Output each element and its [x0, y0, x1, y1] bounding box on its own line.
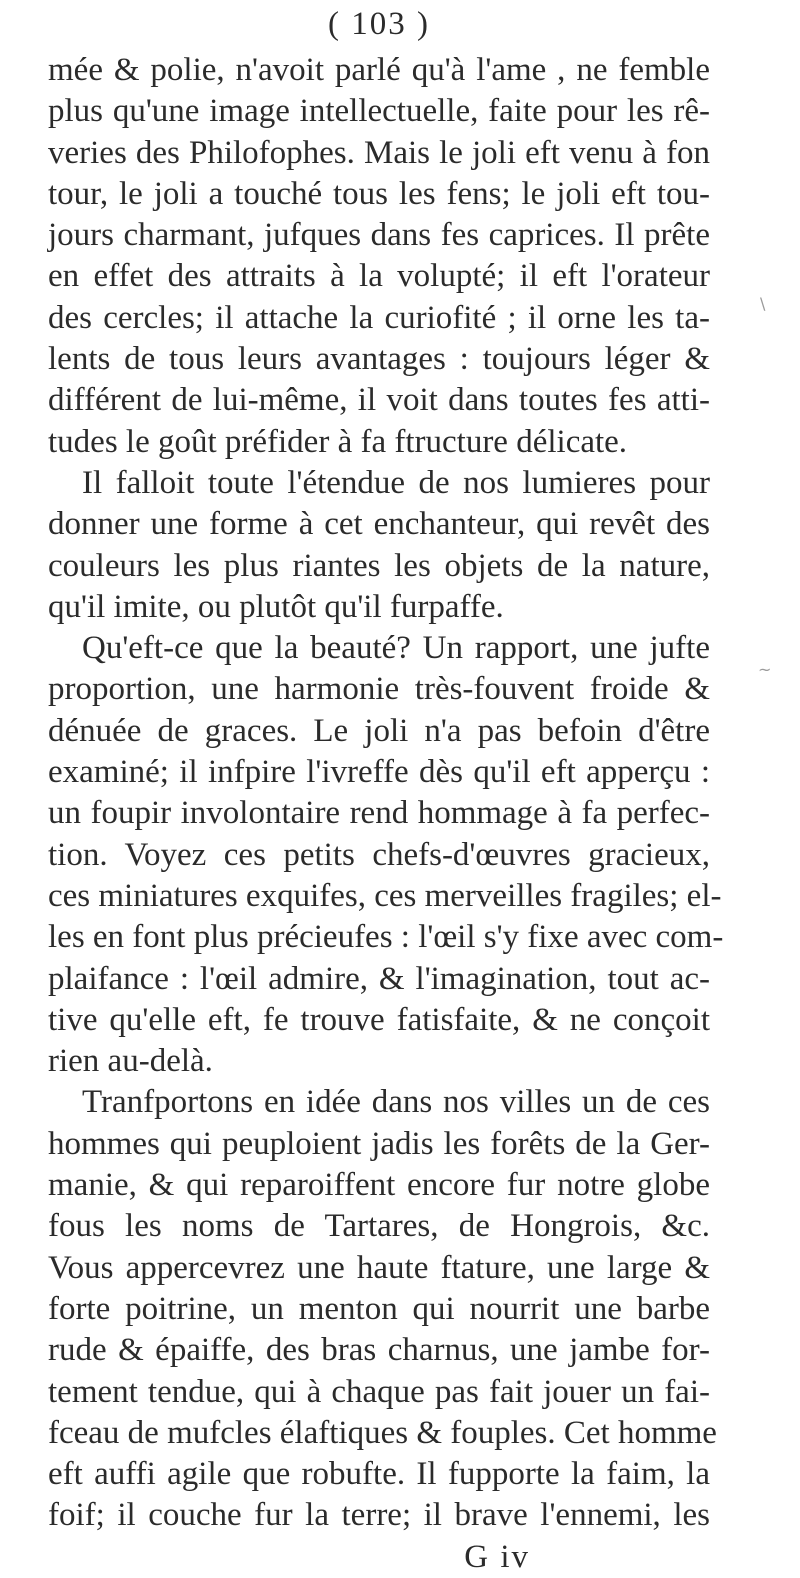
text-line: manie, & qui reparoiffent encore fur notre globe: [48, 1167, 710, 1204]
text-line: tive qu'elle eft, fe trouve fatisfaite, & ne conçoit: [48, 1001, 710, 1038]
text-line: veries des Philofophes. Mais le joli eft venu à fon: [48, 134, 710, 171]
text-line: tour, le joli a touché tous les fens; le joli eft tou-: [48, 175, 710, 212]
text-line: mée & polie, n'avoit parlé qu'à l'ame , ne femble: [48, 52, 710, 88]
text-line: couleurs les plus riantes les objets de la nature,: [48, 547, 710, 584]
text-line: tement tendue, qui à chaque pas fait jouer un fai-: [48, 1373, 710, 1410]
text-line: Tranfportons en idée dans nos villes un de ces: [82, 1084, 710, 1121]
text-line: tion. Voyez ces petits chefs-d'œuvres gracieux,: [48, 836, 710, 873]
signature-mark: G iv: [464, 1538, 530, 1575]
margin-mark: ~: [758, 660, 772, 679]
text-line: les en font plus précieufes : l'œil s'y fixe avec com-: [48, 919, 724, 956]
page-number: ( 103 ): [328, 6, 430, 42]
body-text: [48, 50, 724, 1578]
book-page: [48, 0, 768, 1575]
text-line: rude & épaiffe, des bras charnus, une jambe for-: [48, 1332, 710, 1369]
text-line: Qu'eft-ce que la beauté? Un rapport, une jufte: [82, 630, 710, 667]
text-line: foif; il couche fur la terre; il brave l'ennemi, les: [48, 1497, 710, 1534]
text-line: eft auffi agile que robufte. Il fupporte la faim, la: [48, 1456, 710, 1493]
text-line: dénuée de graces. Le joli n'a pas befoin d'être: [48, 712, 710, 749]
text-line: en effet des attraits à la volupté; il eft l'orateur: [48, 258, 710, 295]
text-line: Vous appercevrez une haute ftature, une large &: [48, 1249, 710, 1286]
text-line: proportion, une harmonie très-fouvent froide &: [48, 671, 710, 708]
text-line: rien au-delà.: [48, 1043, 213, 1080]
margin-mark: \: [760, 294, 766, 313]
text-line: un foupir involontaire rend hommage à fa perfec-: [48, 795, 710, 832]
text-line: fceau de mufcles élaftiques & fouples. Cet homme: [48, 1414, 717, 1451]
text-line: fous les noms de Tartares, de Hongrois, &c.: [48, 1208, 710, 1245]
text-line: différent de lui-même, il voit dans toutes fes atti-: [48, 382, 710, 419]
text-line: examiné; il infpire l'ivreffe dès qu'il eft apperçu :: [48, 754, 710, 791]
text-line: Il falloit toute l'étendue de nos lumieres pour: [82, 464, 710, 501]
text-line: plaifance : l'œil admire, & l'imagination, tout ac-: [48, 960, 710, 997]
text-line: des cercles; il attache la curiofité ; il orne les ta-: [48, 299, 710, 336]
text-line: lents de tous leurs avantages : toujours léger &: [48, 341, 710, 378]
text-line: donner une forme à cet enchanteur, qui revêt des: [48, 506, 710, 543]
text-line: hommes qui peuploient jadis les forêts de la Ger-: [48, 1125, 710, 1162]
text-line: tudes le goût préfider à fa ftructure délicate.: [48, 423, 628, 460]
text-line: ces miniatures exquifes, ces merveilles fragiles; el-: [48, 877, 722, 914]
text-line: forte poitrine, un menton qui nourrit une barbe: [48, 1290, 710, 1327]
text-line: plus qu'une image intellectuelle, faite pour les rê-: [48, 93, 710, 130]
text-line: qu'il imite, ou plutôt qu'il furpaffe.: [48, 588, 504, 625]
text-line: jours charmant, jufques dans fes caprices. Il prête: [48, 217, 710, 254]
